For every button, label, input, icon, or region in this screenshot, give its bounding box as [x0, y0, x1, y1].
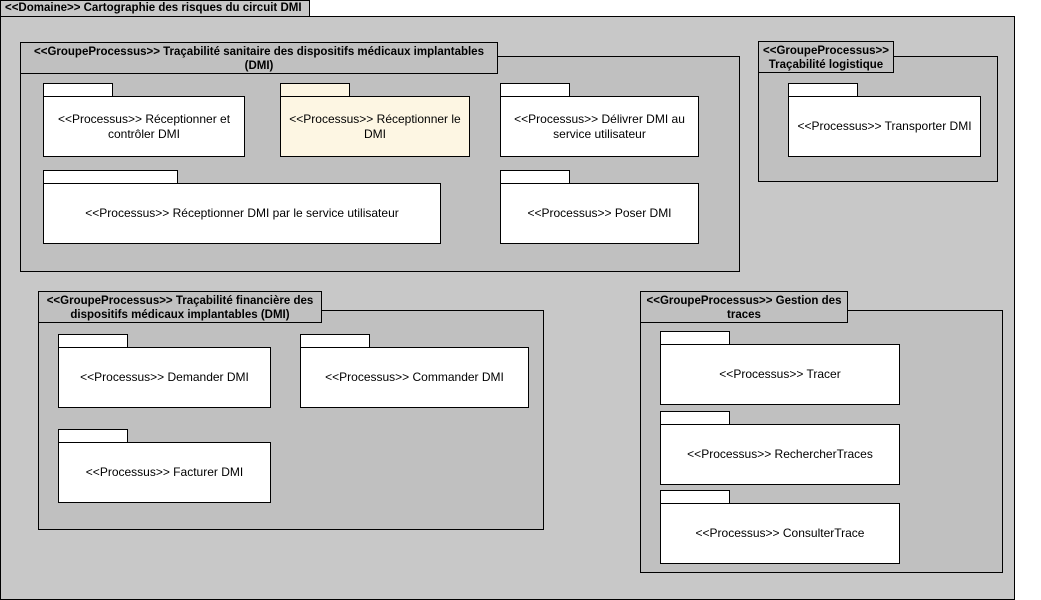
process-commander-dmi[interactable] — [300, 334, 529, 408]
process-label: <<Processus>> Réceptionner DMI par le service utilisateur — [43, 183, 441, 244]
process-tab — [660, 411, 730, 425]
process-label: <<Processus>> Poser DMI — [500, 183, 699, 244]
group-tracabilite-sanitaire-tab-label: <<GroupeProcessus>> Traçabilité sanitaire des dispositifs médicaux implantables (DMI) — [20, 42, 498, 74]
process-label: <<Processus>> RechercherTraces — [660, 424, 900, 485]
group-tracabilite-logistique-tab-label: <<GroupeProcessus>> Traçabilité logistique — [758, 41, 894, 73]
process-tracer[interactable] — [660, 331, 900, 405]
process-tab — [660, 331, 730, 345]
process-demander-dmi[interactable] — [58, 334, 271, 408]
process-facturer-dmi[interactable] — [58, 429, 271, 503]
process-label: <<Processus>> ConsulterTrace — [660, 503, 900, 564]
process-label: <<Processus>> Transporter DMI — [788, 96, 981, 157]
process-label: <<Processus>> Réceptionner et contrôler DMI — [43, 96, 245, 157]
process-tab — [43, 170, 178, 184]
process-tab — [788, 83, 858, 97]
process-receptionner-dmi-par-le-service-utilisateur[interactable] — [43, 170, 441, 244]
process-receptionner-le-dmi[interactable] — [280, 83, 470, 157]
process-rechercher-traces[interactable] — [660, 411, 900, 485]
process-label: <<Processus>> Demander DMI — [58, 347, 271, 408]
process-consulter-trace[interactable] — [660, 490, 900, 564]
process-tab — [500, 83, 570, 97]
process-label: <<Processus>> Délivrer DMI au service utilisateur — [500, 96, 699, 157]
process-tab — [43, 83, 113, 97]
process-tab — [500, 170, 570, 184]
process-tab — [300, 334, 370, 348]
process-poser-dmi[interactable] — [500, 170, 699, 244]
process-label: <<Processus>> Facturer DMI — [58, 442, 271, 503]
process-label: <<Processus>> Tracer — [660, 344, 900, 405]
process-label: <<Processus>> Réceptionner le DMI — [280, 96, 470, 157]
process-delivrer-dmi-au-service-utilisateur[interactable] — [500, 83, 699, 157]
process-receptionner-controler-dmi[interactable] — [43, 83, 245, 157]
process-transporter-dmi[interactable] — [788, 83, 981, 157]
process-label: <<Processus>> Commander DMI — [300, 347, 529, 408]
group-gestion-des-traces-tab-label: <<GroupeProcessus>> Gestion des traces — [640, 291, 848, 323]
process-tab — [58, 429, 128, 443]
process-tab — [58, 334, 128, 348]
process-tab — [660, 490, 730, 504]
package-domaine-tab-label: <<Domaine>> Cartographie des risques du circuit DMI — [0, 0, 310, 17]
process-tab — [280, 83, 350, 97]
group-tracabilite-financiere-tab-label: <<GroupeProcessus>> Traçabilité financière des dispositifs médicaux implantables (DMI) — [38, 291, 322, 323]
